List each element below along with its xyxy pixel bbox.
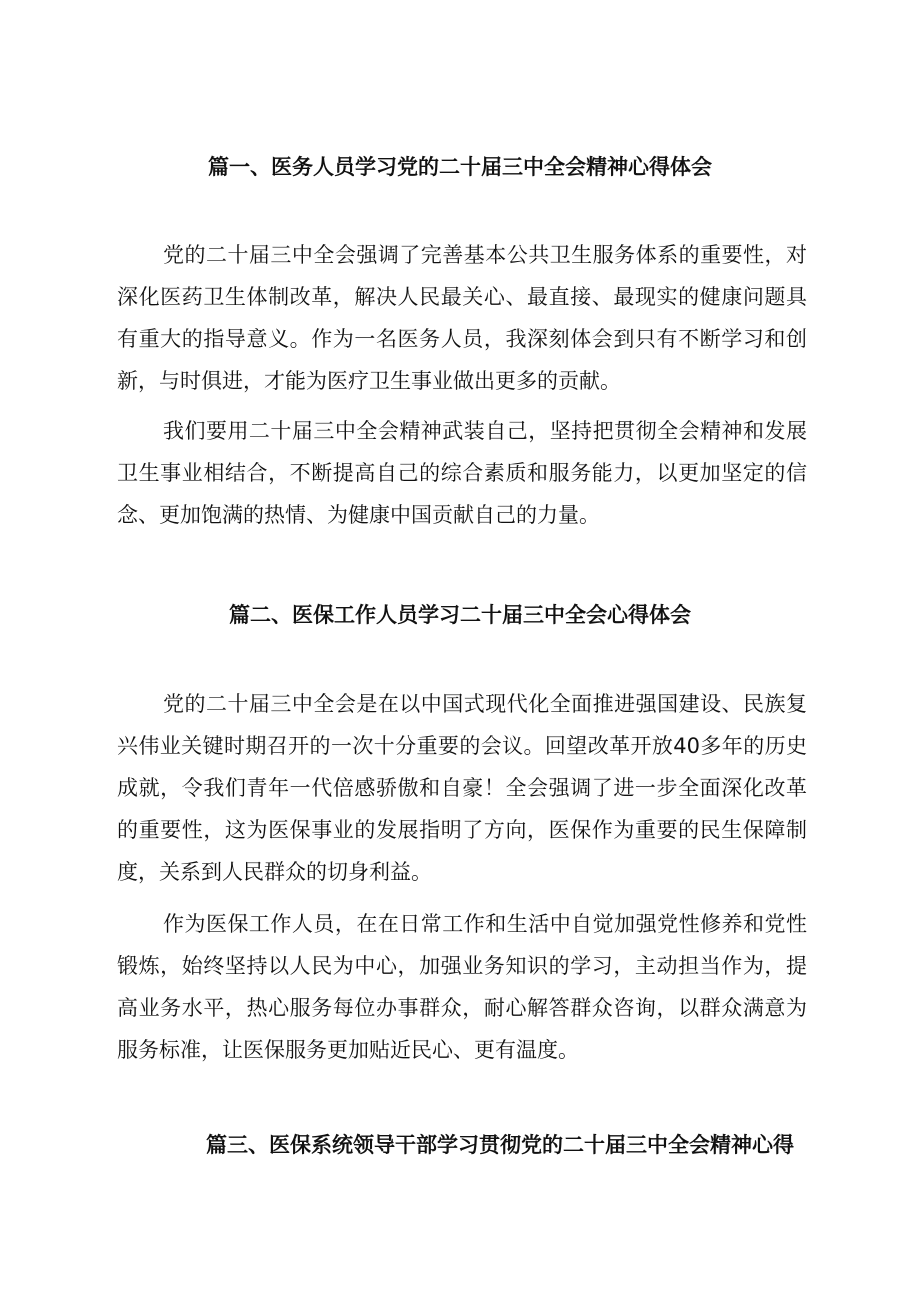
section-2-heading: 篇二、医保工作人员学习二十届三中全会心得体会 bbox=[229, 603, 691, 627]
section-1-heading: 篇一、医务人员学习党的二十届三中全会精神心得体会 bbox=[208, 155, 712, 179]
section-2-paragraph-2: 作为医保工作人员，在在日常工作和生活中自觉加强党性修养和党性锻炼，始终坚持以人民为中心，加强业务知识的学习，主动担当作为，提高业务水平，热心服务每位办事群众，耐心解答群众咨询，以群众满意为服务标准，让医保服务更加贴近民心、更有温度。 bbox=[117, 912, 807, 1062]
section-3-heading: 篇三、医保系统领导干部学习贯彻党的二十届三中全会精神心得 bbox=[206, 1133, 794, 1157]
section-1-paragraph-2: 我们要用二十届三中全会精神武装自己，坚持把贯彻全会精神和发展卫生事业相结合，不断提高自己的综合素质和服务能力，以更加坚定的信念、更加饱满的热情、为健康中国贡献自己的力量。 bbox=[117, 419, 807, 527]
section-1-paragraph-1: 党的二十届三中全会强调了完善基本公共卫生服务体系的重要性，对深化医药卫生体制改革，解决人民最关心、最直接、最现实的健康问题具有重大的指导意义。作为一名医务人员，我深刻体会到只有不断学习和创新，与时俱进，才能为医疗卫生事业做出更多的贡献。 bbox=[117, 243, 807, 393]
section-2-paragraph-1: 党的二十届三中全会是在以中国式现代化全面推进强国建设、民族复兴伟业关键时期召开的一次十分重要的会议。回望改革开放40多年的历史成就，令我们青年一代倍感骄傲和自豪！全会强调了进一步全面深化改革的重要性，这为医保事业的发展指明了方向，医保作为重要的民生保障制度，关系到人民群众的切身利益。 bbox=[117, 692, 807, 884]
